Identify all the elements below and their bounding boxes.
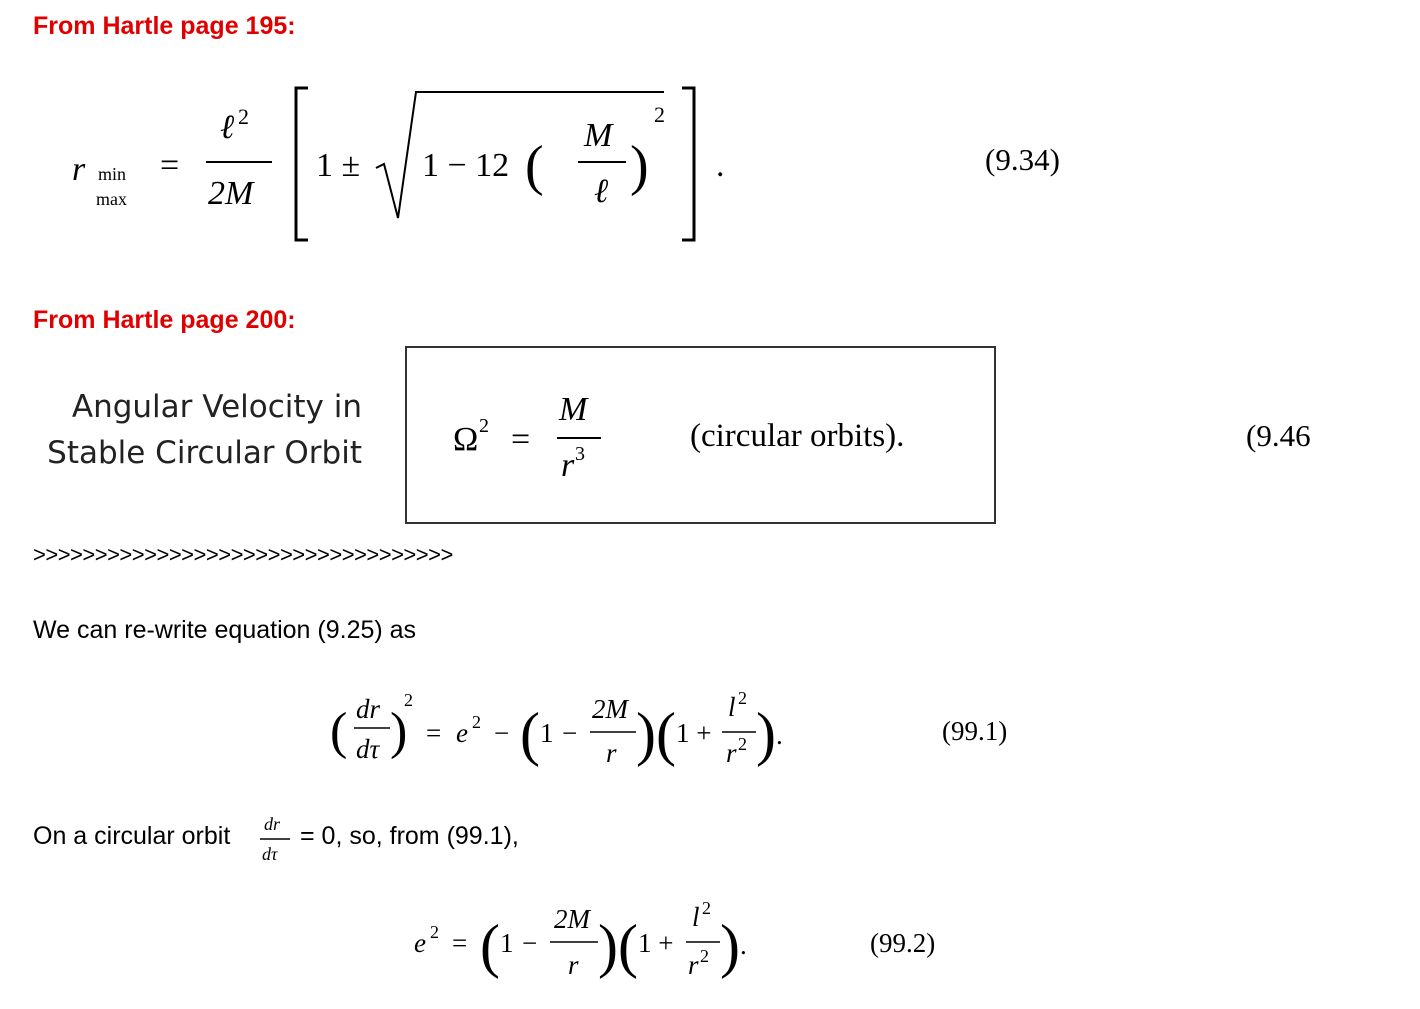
rewrite-sentence: We can re-write equation (9.25) as bbox=[33, 616, 417, 644]
eq-991-one: 1 bbox=[540, 718, 554, 748]
eq-992-e-sq: 2 bbox=[430, 922, 439, 942]
eq-946-omega: Ω bbox=[453, 421, 479, 458]
eq-934-equals: = bbox=[160, 147, 180, 184]
equation-99-1 bbox=[330, 686, 810, 776]
eq-991-lparen-2: ( bbox=[520, 701, 540, 767]
eq-934-right-bracket bbox=[682, 88, 694, 240]
eq-991-l-sq: 2 bbox=[738, 688, 747, 708]
eq-991-l: l bbox=[728, 692, 736, 722]
eq-991-one-plus: 1 + bbox=[676, 718, 712, 748]
circular-orbits-note: (circular orbits). bbox=[690, 418, 905, 454]
eq-991-dtau: dτ bbox=[356, 734, 380, 764]
eq-992-minus: − bbox=[522, 928, 538, 958]
eq-946-equals: = bbox=[511, 421, 531, 458]
equation-number-99-2: (99.2) bbox=[870, 928, 936, 958]
eq-992-lparen-2: ( bbox=[618, 913, 638, 979]
label-line-1: Angular Velocity in bbox=[71, 389, 362, 425]
eq-991-rparen-2: ) bbox=[636, 701, 656, 767]
section-heading-page-200: From Hartle page 200: bbox=[33, 306, 296, 334]
eq-946-omega-sq: 2 bbox=[479, 415, 489, 437]
eq-992-equals: = bbox=[452, 928, 468, 958]
eq-992-r2-sq: 2 bbox=[700, 946, 709, 966]
eq-934-one-minus: 1 − 12 bbox=[422, 147, 510, 184]
equation-number-99-1: (99.1) bbox=[942, 716, 1008, 746]
circular-orbit-sentence-start: On a circular orbit bbox=[33, 822, 231, 850]
equation-99-2-graphic bbox=[412, 898, 772, 990]
eq-946-M: M bbox=[559, 391, 588, 428]
eq-946-r-cube: 3 bbox=[575, 443, 585, 465]
eq-991-minus-2: − bbox=[562, 718, 578, 748]
circular-orbit-sentence-end: = 0, so, from (99.1), bbox=[300, 822, 519, 850]
eq-991-power: 2 bbox=[404, 690, 413, 710]
eq-934-ell-den: ℓ bbox=[594, 173, 609, 210]
eq-946-r: r bbox=[561, 447, 575, 484]
eq-934-power: 2 bbox=[654, 102, 665, 127]
eq-992-r2: r bbox=[688, 950, 699, 980]
eq-991-r2: r bbox=[726, 738, 737, 768]
eq-934-ell: ℓ bbox=[220, 109, 235, 146]
inline-dr: dr bbox=[264, 814, 281, 834]
eq-991-r2-sq: 2 bbox=[738, 734, 747, 754]
label-line-2: Stable Circular Orbit bbox=[47, 435, 362, 471]
eq-934-2M: 2M bbox=[208, 175, 254, 212]
eq-992-2M: 2M bbox=[554, 904, 590, 934]
equation-99-1-graphic bbox=[330, 686, 810, 776]
eq-991-rparen-3: ) bbox=[756, 701, 776, 767]
eq-934-sub-max: max bbox=[96, 189, 127, 209]
eq-934-one-pm: 1 ± bbox=[316, 147, 361, 184]
eq-991-equals: = bbox=[426, 718, 442, 748]
eq-992-lparen: ( bbox=[480, 913, 500, 979]
eq-991-lparen: ( bbox=[330, 703, 348, 760]
eq-992-rparen-2: ) bbox=[720, 913, 740, 979]
eq-992-rparen: ) bbox=[598, 913, 618, 979]
eq-991-e: e bbox=[456, 718, 468, 748]
equation-number-9-34: (9.34) bbox=[985, 142, 1060, 177]
eq-934-sub-min: min bbox=[98, 164, 127, 184]
eq-992-l: l bbox=[692, 902, 700, 932]
section-heading-page-195: From Hartle page 195: bbox=[33, 12, 296, 40]
eq-934-left-bracket bbox=[296, 88, 308, 240]
eq-992-l-sq: 2 bbox=[702, 898, 711, 918]
equation-9-34 bbox=[60, 80, 760, 250]
eq-934-period: . bbox=[716, 147, 725, 184]
eq-992-one-plus: 1 + bbox=[638, 928, 674, 958]
eq-992-period: . bbox=[740, 930, 747, 960]
eq-934-M: M bbox=[584, 117, 613, 154]
eq-991-lparen-3: ( bbox=[656, 701, 676, 767]
separator-arrows: >>>>>>>>>>>>>>>>>>>>>>>>>>>>>>>>>> bbox=[33, 542, 453, 567]
eq-991-minus: − bbox=[494, 718, 510, 748]
eq-991-e-sq: 2 bbox=[472, 712, 481, 732]
eq-934-lparen: ( bbox=[525, 135, 544, 197]
inline-dtau: dτ bbox=[262, 844, 278, 864]
eq-991-period: . bbox=[776, 720, 783, 750]
eq-934-sqrt bbox=[376, 92, 664, 218]
angular-velocity-label bbox=[40, 384, 362, 476]
eq-991-dr: dr bbox=[356, 694, 381, 724]
equation-9-34-graphic bbox=[60, 80, 760, 250]
eq-991-rparen: ) bbox=[390, 703, 408, 760]
inline-fraction-graphic bbox=[258, 812, 294, 868]
eq-991-2M: 2M bbox=[592, 694, 628, 724]
eq-991-r: r bbox=[606, 738, 617, 768]
eq-934-ell-sq: 2 bbox=[238, 104, 249, 129]
eq-992-e: e bbox=[414, 928, 426, 958]
eq-992-one: 1 bbox=[500, 928, 514, 958]
dr-dtau-inline-fraction bbox=[258, 812, 294, 868]
equation-99-2 bbox=[412, 898, 772, 990]
eq-992-r: r bbox=[568, 950, 579, 980]
eq-934-lhs-r: r bbox=[72, 151, 86, 188]
equation-number-9-46: (9.46 bbox=[1246, 418, 1311, 453]
eq-934-rparen: ) bbox=[630, 135, 649, 197]
